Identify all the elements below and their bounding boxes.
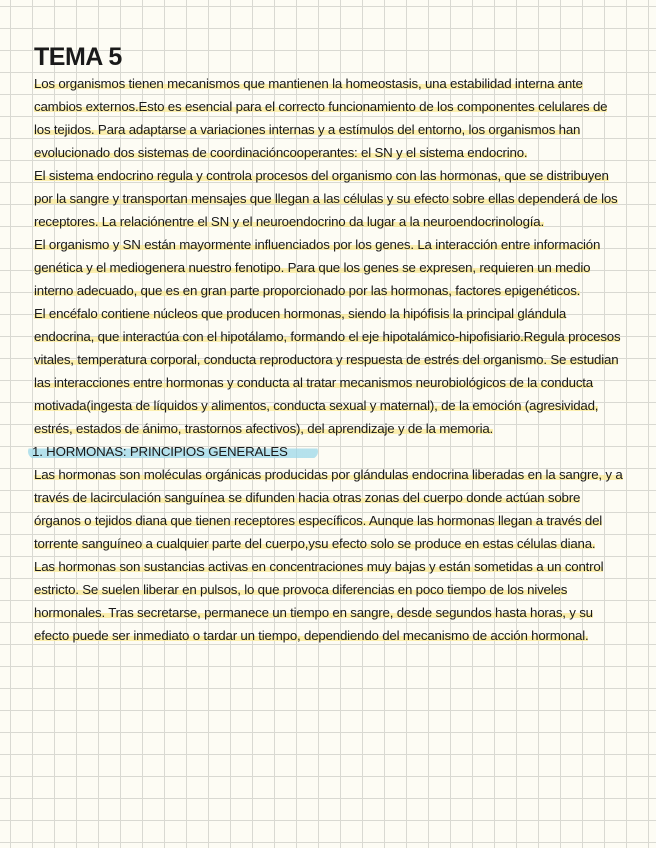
paragraph-genes bbox=[34, 233, 624, 302]
paragraph-encephalon bbox=[34, 302, 624, 440]
paragraph-text: El organismo y SN están mayormente influenciados por los genes. La interacción entre información genética y el mediogenera nuestro fenotipo. Para que los genes se expresen, requieren un medio interno adecuado, que es en gran parte proporcionado por las hormonas, factores epigenéticos. bbox=[34, 237, 601, 298]
paragraph-text: Los organismos tienen mecanismos que mantienen la homeostasis, una estabilidad interna ante cambios externos.Esto es esencial para el correcto funcionamiento de los componentes celulares de los tejidos. Para adaptarse a variaciones internas y a estímulos del entorno, los organismos han evolucionado dos sistemas de coordinacióncooperantes: el SN y el sistema endocrino. bbox=[34, 76, 608, 160]
paragraph-endocrine-system bbox=[34, 164, 624, 233]
paragraph-hormones-definition bbox=[34, 463, 624, 555]
section-heading bbox=[34, 440, 624, 463]
paragraph-text: Las hormonas son moléculas orgánicas producidas por glándulas endocrina liberadas en la sangre, y a través de lacirculación sanguínea se difunden hacia otras zonas del cuerpo donde actúan sobre órganos o tejidos diana que tienen receptores específicos. Aunque las hormonas llegan a través del torrente sanguíneo a cualquier parte del cuerpo,ysu efecto solo se produce en estas células diana. bbox=[34, 467, 623, 551]
page-title: TEMA 5 bbox=[34, 43, 122, 71]
paragraph-homeostasis bbox=[34, 72, 624, 164]
paragraph-text: El sistema endocrino regula y controla procesos del organismo con las hormonas, que se distribuyen por la sangre y transportan mensajes que llegan a las células y su efecto sobre ellas dependerá de los receptores. La relaciónentre el SN y el neuroendocrino da lugar a la neuroendocrinología. bbox=[34, 168, 618, 229]
paragraph-text: El encéfalo contiene núcleos que producen hormonas, siendo la hipófisis la principal glándula endocrina, que interactúa con el hipotálamo, formando el eje hipotalámico-hipofisiario.Regula procesos vitales, temperatura corporal, conducta reproductora y respuesta de estrés del organismo. Se estudian las interacciones entre hormonas y conducta al tratar mecanismos neurobiológicos de la conducta motivada(ingesta de líquidos y alimentos, conducta sexual y maternal), de la emoción (agresividad, estrés, estados de ánimo, trastornos afectivos), del aprendizaje y de la memoria. bbox=[34, 306, 621, 436]
section-heading-text: 1. HORMONAS: PRINCIPIOS GENERALES bbox=[28, 444, 318, 459]
paragraph-text: Las hormonas son sustancias activas en concentraciones muy bajas y están sometidas a un control estricto. Se suelen liberar en pulsos, lo que provoca diferencias en poco tiempo de los niveles hormonales. Tras secretarse, permanece un tiempo en sangre, desde segundos hasta horas, y su efecto puede ser inmediato o tardar un tiempo, dependiendo del mecanismo de acción hormonal. bbox=[34, 559, 604, 643]
note-page bbox=[34, 44, 624, 647]
paragraph-hormones-concentration bbox=[34, 555, 624, 647]
